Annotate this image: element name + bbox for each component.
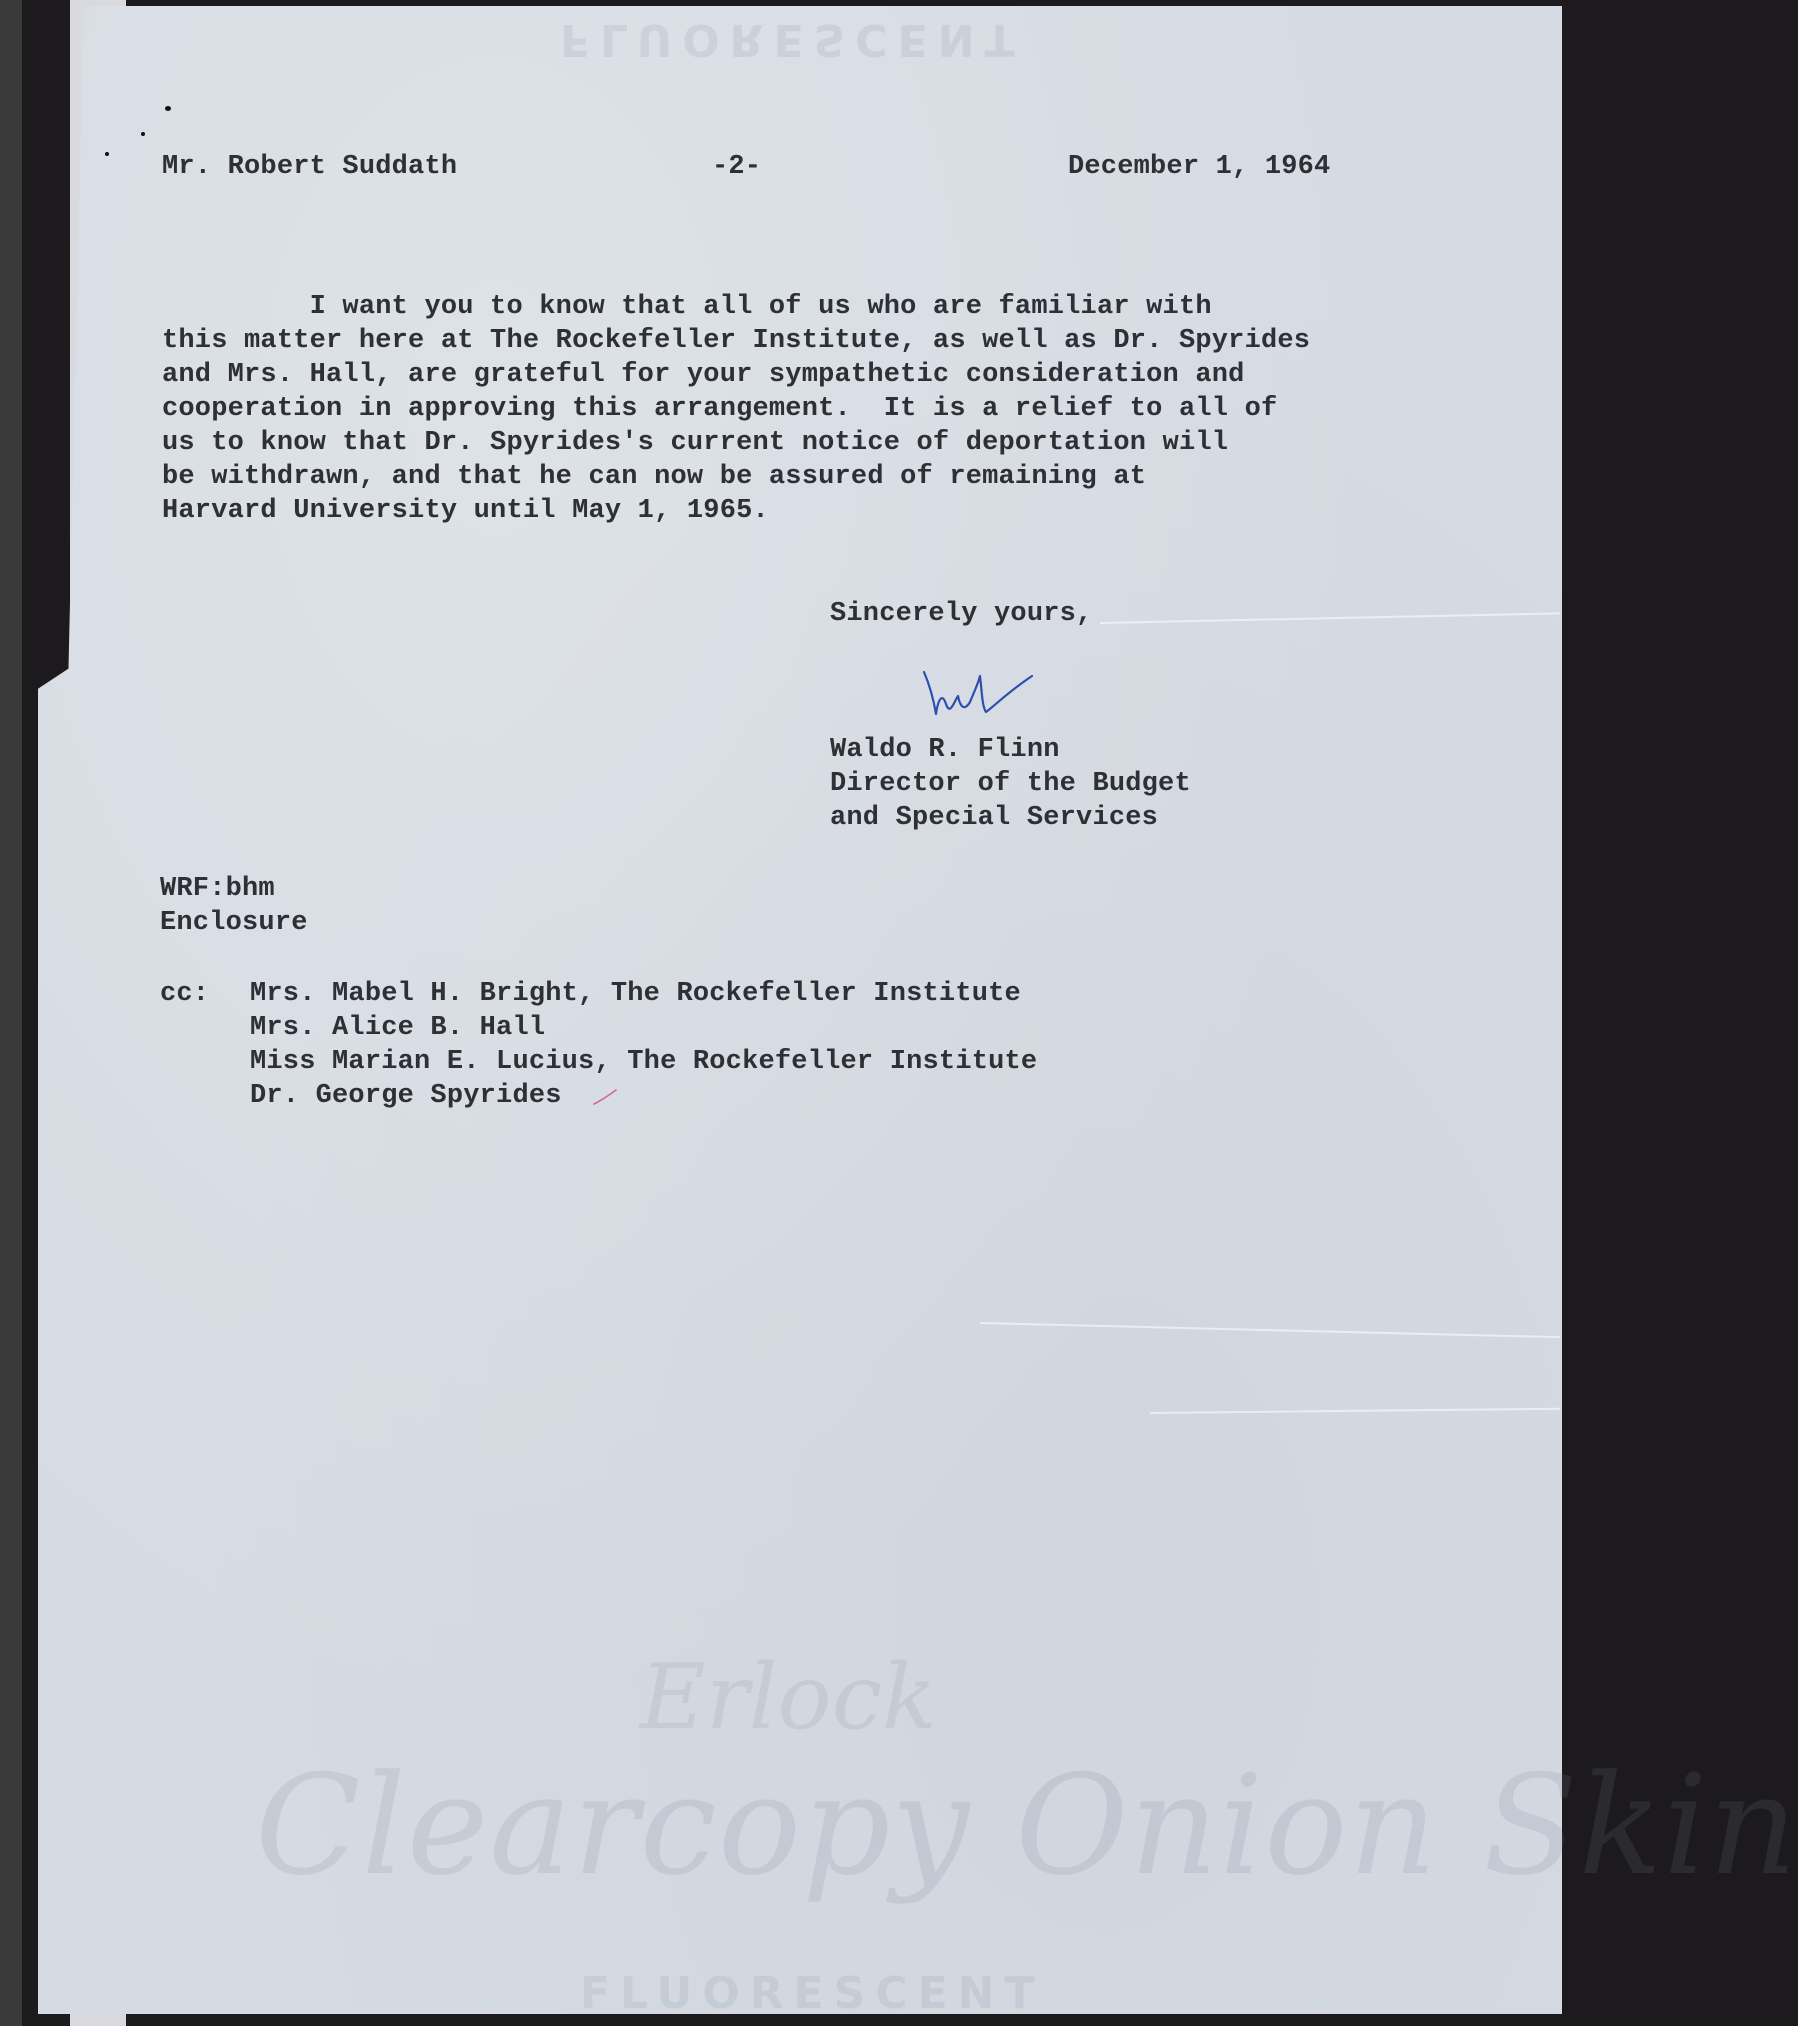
body-line: Harvard University until May 1, 1965. xyxy=(162,496,769,526)
signer-title: Director of the Budget xyxy=(830,769,1191,799)
recipient-header: Mr. Robert Suddath xyxy=(162,152,458,182)
punch-mark xyxy=(141,132,145,136)
watermark-main: Clearcopy Onion Skin xyxy=(255,1745,1798,1906)
complimentary-close: Sincerely yours, xyxy=(830,599,1093,629)
body-line: this matter here at The Rockefeller Institute, as well as Dr. Spyrides xyxy=(162,326,1311,356)
body-line: cooperation in approving this arrangement. It is a relief to all of xyxy=(162,394,1278,424)
body-line: I want you to know that all of us who are familiar with xyxy=(162,292,1212,322)
cc-label: cc: xyxy=(160,979,210,1009)
watermark-bottom: FLUORESCENT xyxy=(580,1968,1045,2019)
watermark-top: FLUORESCENT xyxy=(560,14,1025,65)
reference-initials: WRF:bhm xyxy=(160,874,275,904)
signer-name: Waldo R. Flinn xyxy=(830,735,1060,765)
cc-recipient: Dr. George Spyrides xyxy=(250,1081,562,1111)
enclosure-notation: Enclosure xyxy=(160,908,308,938)
cc-recipient: Mrs. Alice B. Hall xyxy=(250,1013,546,1043)
punch-mark xyxy=(105,152,109,156)
cc-recipient: Miss Marian E. Lucius, The Rockefeller Institute xyxy=(250,1047,1038,1077)
scan-left-edge xyxy=(0,0,22,2026)
body-line: and Mrs. Hall, are grateful for your sympathetic consideration and xyxy=(162,360,1245,390)
cc-recipient: Mrs. Mabel H. Bright, The Rockefeller Institute xyxy=(250,979,1021,1009)
page-number: -2- xyxy=(712,152,762,182)
signer-title: and Special Services xyxy=(830,803,1159,833)
handwritten-signature xyxy=(920,662,1040,732)
body-line: be withdrawn, and that he can now be assured of remaining at xyxy=(162,462,1147,492)
body-line: us to know that Dr. Spyrides's current notice of deportation will xyxy=(162,428,1229,458)
letter-date: December 1, 1964 xyxy=(1068,152,1331,182)
watermark-script: Erlock xyxy=(640,1645,937,1750)
check-mark-icon xyxy=(592,1088,618,1108)
punch-mark xyxy=(165,106,171,111)
